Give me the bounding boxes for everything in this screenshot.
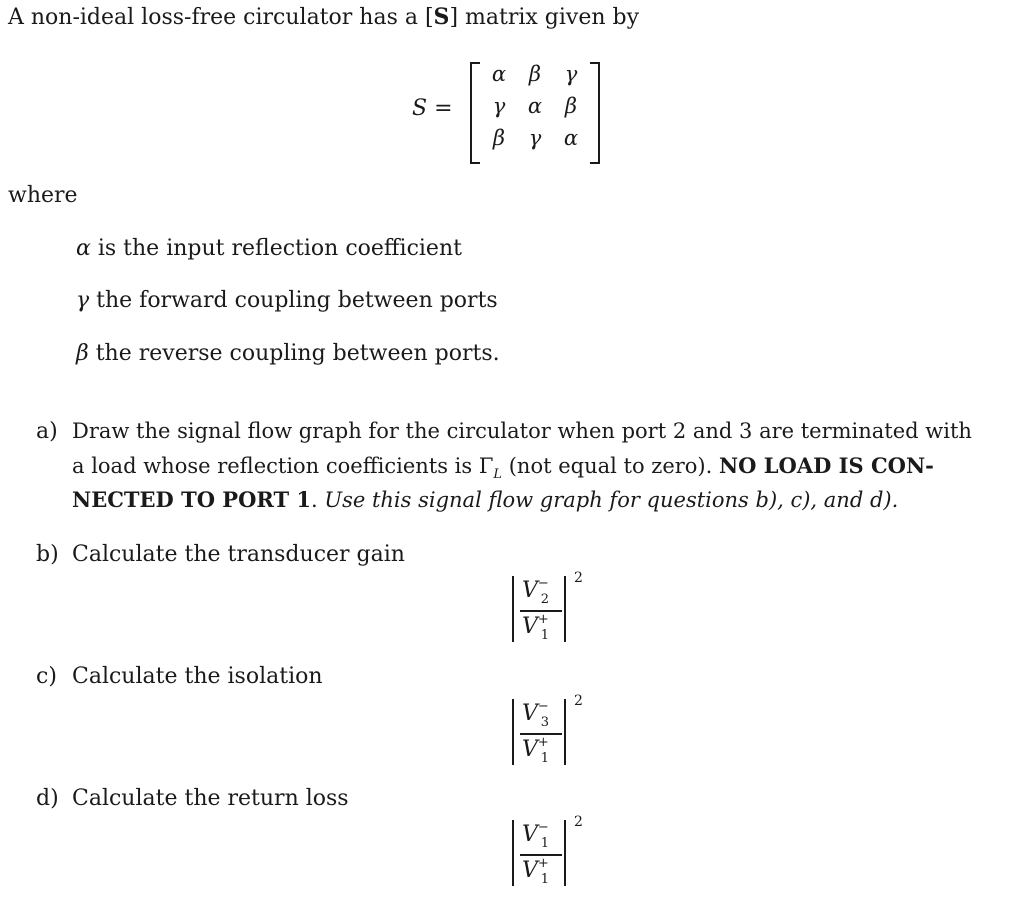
intro-sentence [8,4,639,30]
question-d-text: Calculate the return loss [72,786,349,811]
question-a-line3 [72,487,898,512]
transducer-gain-formula [512,570,592,646]
matrix-cell: γ [564,62,578,86]
question-c-text: Calculate the isolation [72,664,323,689]
definition-alpha [76,236,462,261]
where-label: where [8,183,78,208]
definition-symbol: α [76,236,91,261]
definition-text: is the input reflection coefficient [90,236,462,261]
fraction-denominator: $V^+_1$ [522,856,550,887]
matrix-cell: α [563,126,579,150]
s-matrix [470,62,600,162]
matrix-right-bracket [590,62,600,164]
question-a-line2 [72,453,934,482]
definition-gamma [76,288,498,313]
definition-beta [76,341,500,366]
definition-symbol: β [76,341,89,366]
matrix-cell: α [491,62,507,86]
fraction-denominator: $V^+_1$ [522,612,550,643]
exponent: 2 [574,693,583,709]
abs-bar-left [512,699,514,765]
definition-text: the reverse coupling between ports. [88,341,500,366]
question-a-marker: a) [36,419,58,444]
exponent: 2 [574,814,583,830]
question-d-marker: d) [36,786,59,811]
matrix-cell: γ [528,126,542,150]
return-loss-formula [512,814,592,890]
matrix-cell: α [527,94,543,118]
gamma-l-subscript: L [493,467,503,482]
question-a-no-load-bold: NO LOAD IS CON- [718,453,934,478]
abs-bar-left [512,820,514,886]
intro-after: ] matrix given by [449,5,640,30]
exponent: 2 [574,570,583,586]
question-b-text: Calculate the transducer gain [72,542,405,567]
matrix-cell: β [564,94,578,118]
fraction-denominator: $V^+_1$ [522,735,550,766]
fraction-numerator: $V^-_2$ [522,576,550,607]
question-a-instruction-italic: Use this signal flow graph for questions b), c), and d). [324,488,899,512]
definition-text: the forward coupling between ports [89,288,498,313]
question-a-port1-bold: NECTED TO PORT 1 [72,487,312,512]
question-b-marker: b) [36,542,59,567]
matrix-left-bracket [470,62,480,164]
fraction-numerator: $V^-_1$ [522,820,550,851]
abs-bar-left [512,576,514,642]
matrix-cell: β [492,126,506,150]
isolation-formula [512,693,592,769]
intro-before: A non-ideal loss-free circulator has a [ [8,5,434,30]
definition-symbol: γ [76,288,90,313]
question-a-line2-paren: (not equal to zero). [502,454,719,478]
question-a-period: . [311,488,325,512]
question-a-line2-text: a load whose reflection coefficients is Γ [72,454,494,478]
intro-bold-s: S [433,4,450,30]
matrix-cell: γ [492,94,506,118]
fraction-numerator: $V^-_3$ [522,699,550,730]
question-a-line1: Draw the signal flow graph for the circulator when port 2 and 3 are terminated with [72,419,972,443]
matrix-label: S = [412,96,453,121]
abs-bar-right [564,820,566,886]
question-c-marker: c) [36,664,57,689]
matrix-cell: β [528,62,542,86]
abs-bar-right [564,576,566,642]
abs-bar-right [564,699,566,765]
